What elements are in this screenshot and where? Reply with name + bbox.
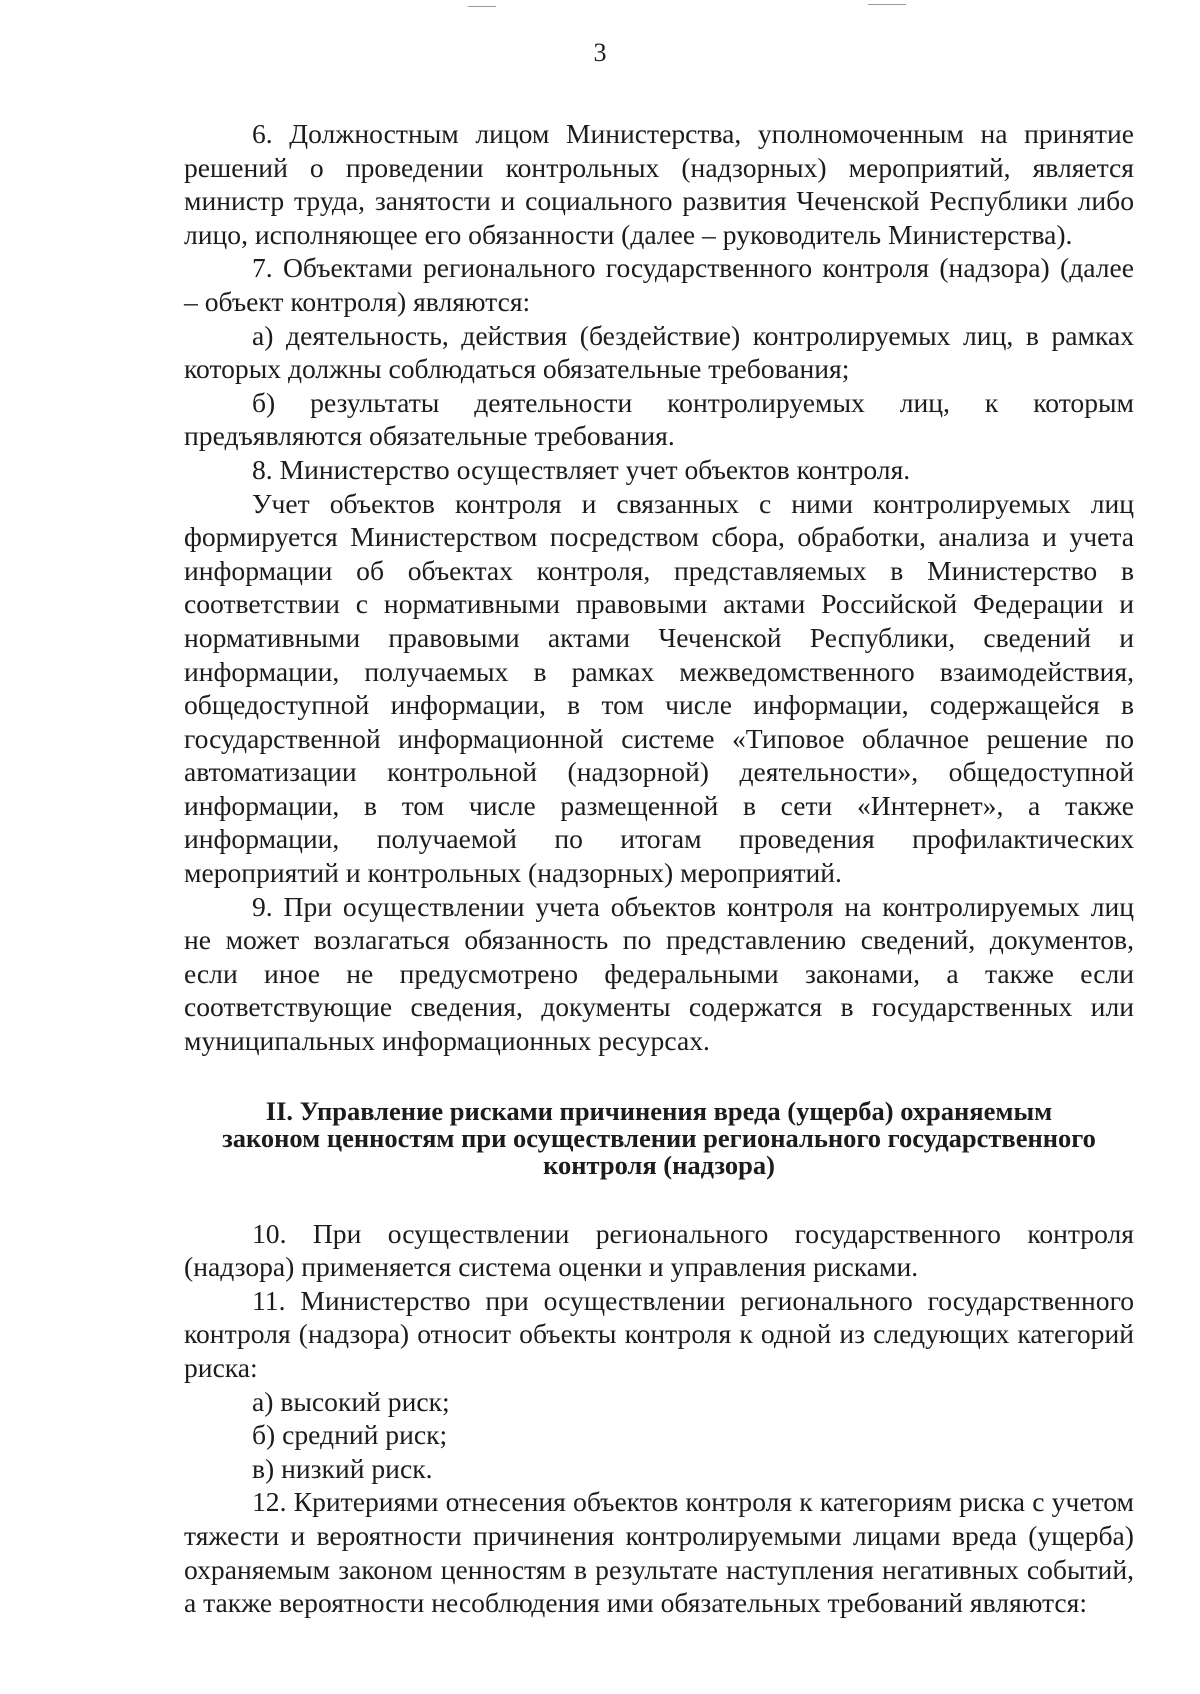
paragraph-11: 11. Министерство при осуществлении регионального государственного контроля (надзора) относит объекты контроля к одной из следующих категорий риска: [184,1284,1134,1383]
scan-artifact-left [468,6,496,7]
list-item-7b: б) результаты деятельности контролируемых лиц, к которым предъявляются обязательные требования. [184,386,1134,452]
section-heading-line-2: законом ценностям при осуществлении регионального государственного [222,1122,1096,1153]
section-heading-line-1: II. Управление рисками причинения вреда (ущерба) охраняемым [265,1095,1053,1126]
section-spacer [184,1179,1134,1217]
list-item-7a: а) деятельность, действия (бездействие) контролируемых лиц, в рамках которых должны соблюдаться обязательные требования; [184,319,1134,385]
document-body [184,117,1134,1620]
paragraph-6: 6. Должностным лицом Министерства, уполномоченным на принятие решений о проведении контрольных (надзорных) мероприятий, является министр труда, занятости и социального развития Чеченской Республики либо лицо, исполняющее его обязанности (далее – руководитель Министерства). [184,118,1134,250]
section-heading-line-3: контроля (надзора) [543,1149,775,1180]
section-heading [184,1095,1134,1180]
paragraph-7: 7. Объектами регионального государственного контроля (надзора) (далее – объект контроля) являются: [184,252,1134,317]
paragraph-8-continued: Учет объектов контроля и связанных с ними контролируемых лиц формируется Министерством посредством сбора, обработки, анализа и учета информации об объектах контроля, представляемых в Министерство в соответствии с нормативными правовыми актами Российской Федерации и нормативными правовыми актами Чеченской Республики, сведений и информации, получаемых в рамках межведомственного взаимодействия, общедоступной информации, в том числе информации, содержащейся в государственной информационной системе «Типовое облачное решение по автоматизации контрольной (надзорной) деятельности», общедоступной информации, в том числе размещенной в сети «Интернет», а также информации, получаемой по итогам проведения профилактических мероприятий и контрольных (надзорных) мероприятий. [184,487,1134,889]
paragraph-8: 8. Министерство осуществляет учет объектов контроля. [252,453,911,485]
risk-item-medium: б) средний риск; [252,1419,448,1451]
paragraph-12: 12. Критериями отнесения объектов контроля к категориям риска с учетом тяжести и вероятности причинения контролируемыми лицами вреда (ущерба) охраняемым законом ценностям в результате наступления негативных событий, а также вероятности несоблюдения ими обязательных требований являются: [184,1486,1134,1619]
scan-artifact-right [868,4,906,5]
risk-item-high: а) высокий риск; [252,1385,450,1417]
paragraph-9: 9. При осуществлении учета объектов контроля на контролируемых лиц не может возлагаться обязанность по представлению сведений, документов, если иное не предусмотрено федеральными законами, а также если соответствующие сведения, документы содержатся в государственных или муниципальных информационных ресурсах. [184,890,1134,1057]
paragraph-10: 10. При осуществлении регионального государственного контроля (надзора) применяется система оценки и управления рисками. [184,1217,1134,1283]
page-number: 3 [593,38,607,67]
risk-item-low: в) низкий риск. [252,1452,433,1484]
